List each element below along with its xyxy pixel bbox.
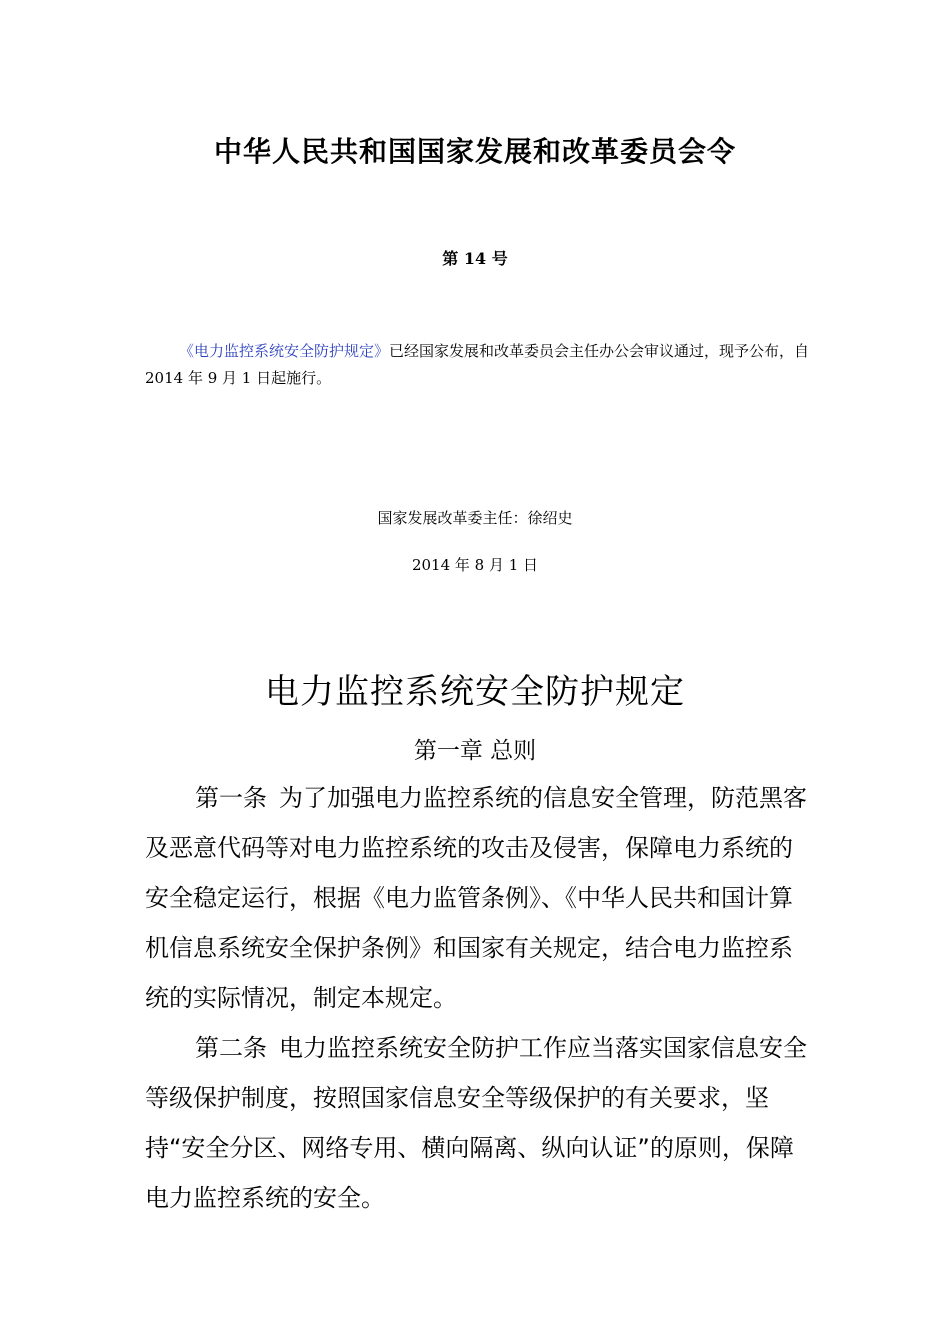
article-number: 第一条 bbox=[195, 784, 267, 812]
regulation-title: 电力监控系统安全防护规定 bbox=[265, 672, 685, 712]
article-text: 为了加强电力监控系统的信息安全管理，防范黑客及恶意代码等对电力监控系统的攻击及侵害，保障电力系统的安全稳定运行，根据《电力监管条例》、《中华人民共和国计算机信息系统安全保护条例》和国家有关规定，结合电力监控系统的实际情况，制定本规定。 bbox=[145, 784, 807, 1012]
decree-number: 第 14 号 bbox=[442, 249, 508, 268]
article-2 bbox=[145, 1023, 810, 1223]
regulation-link[interactable]: 《电力监控系统安全防护规定》 bbox=[179, 342, 390, 360]
signature-line: 国家发展改革委主任：徐绍史 bbox=[377, 509, 573, 527]
article-number: 第二条 bbox=[195, 1034, 267, 1062]
article-text: 电力监控系统安全防护工作应当落实国家信息安全等级保护制度，按照国家信息安全等级保护的有关要求，坚持“安全分区、网络专用、横向隔离、纵向认证”的原则，保障电力监控系统的安全。 bbox=[145, 1034, 807, 1212]
article-1 bbox=[145, 773, 810, 1023]
announcement-paragraph bbox=[145, 338, 810, 392]
announcement-text: 已经国家发展和改革委员会主任办公会审议通过，现予公布，自 2014 年 9 月 1 日起施行。 bbox=[145, 342, 810, 387]
chapter-heading: 第一章 总则 bbox=[413, 738, 537, 764]
decree-title: 中华人民共和国国家发展和改革委员会令 bbox=[213, 135, 736, 168]
signature-date: 2014 年 8 月 1 日 bbox=[411, 556, 539, 574]
